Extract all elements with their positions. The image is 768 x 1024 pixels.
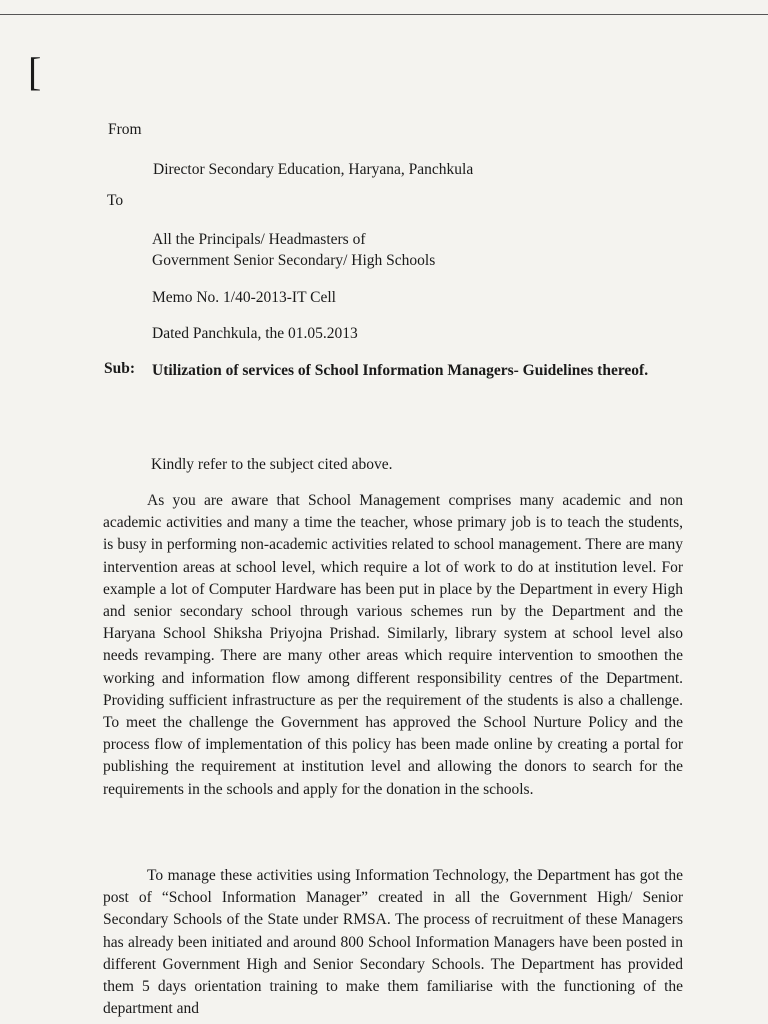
date-line: Dated Panchkula, the 01.05.2013: [152, 325, 358, 342]
subject-text: Utilization of services of School Information Managers- Guidelines thereof.: [152, 362, 649, 379]
body-paragraph-1: As you are aware that School Management comprises many academic and non academic activities and many a time the teacher, whose primary job is to teach the students, is busy in performing non-academic activities related to school management. There are many intervention areas at school level, which require a lot of work to do at institution level. For example a lot of Computer Hardware has been put in place by the Department in every High and senior secondary school through various schemes run by the Department and the Haryana School Shiksha Priyojna Prishad. Similarly, library system at school level also needs revamping. There are many other areas which require intervention to smoothen the working and information flow among different responsibility centres of the Department. Providing sufficient infrastructure as per the requirement of the students is also a challenge. To meet the challenge the Government has approved the School Nurture Policy and the process flow of implementation of this policy has been made online by creating a portal for publishing the requirement at institution level and allowing the donors to search for the requirements in the schools and apply for the donation in the schools.: [103, 492, 683, 798]
from-name: Director Secondary Education, Haryana, Panchkula: [153, 161, 474, 178]
top-edge-line: [0, 14, 768, 15]
from-label: From: [108, 121, 142, 138]
to-line-1: All the Principals/ Headmasters of: [152, 231, 366, 248]
to-label: To: [107, 192, 124, 209]
memo-number: Memo No. 1/40-2013-IT Cell: [152, 289, 336, 306]
body-paragraph-2: To manage these activities using Information Technology, the Department has got the post of “School Information Manager” created in all the Government High/ Senior Secondary Schools of the State under RMSA. The process of recruitment of these Managers has already been initiated and around 800 School Information Managers have been posted in different Government High and Senior Secondary Schools. The Department has provided them 5 days orientation training to make them familiarise with the functioning of the department and: [103, 867, 683, 1018]
margin-bracket: [: [28, 49, 42, 94]
greeting: Kindly refer to the subject cited above.: [151, 456, 393, 473]
to-line-2: Government Senior Secondary/ High Schools: [152, 252, 436, 269]
subject-label: Sub:: [104, 360, 136, 377]
